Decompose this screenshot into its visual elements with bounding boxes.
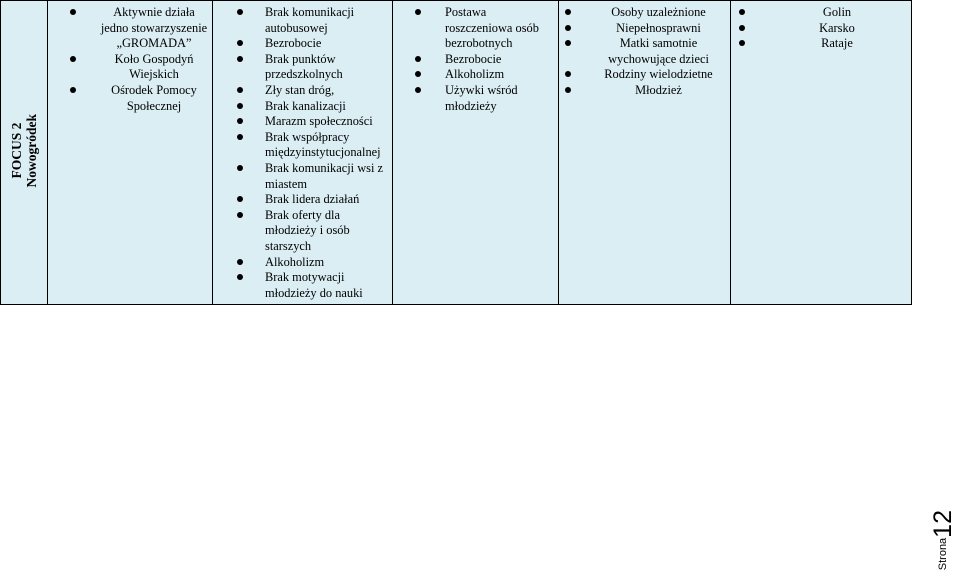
list-item [213, 83, 388, 99]
bullet-icon [70, 56, 76, 62]
risks-cell [393, 1, 559, 305]
bullet-icon [415, 87, 421, 93]
list-item-text: Alkoholizm [445, 67, 505, 82]
list-item [213, 5, 388, 36]
bullet-icon [565, 71, 571, 77]
page-number-value: 12 [929, 509, 957, 538]
bullet-icon [415, 9, 421, 15]
problems-cell [213, 1, 393, 305]
region-line2: Nowogródek [24, 113, 39, 188]
list-item [213, 130, 388, 161]
list-item-text: Brak komunikacji autobusowej [265, 5, 355, 35]
bullet-icon [739, 40, 745, 46]
list-item [559, 5, 726, 21]
list-item-text: Koło Gospodyń Wiejskich [114, 51, 194, 82]
list-item-text: Aktywnie działa jedno stowarzyszenie „GROMADA” [100, 5, 208, 51]
bullet-icon [237, 134, 243, 140]
risks-list [393, 5, 554, 114]
bullet-icon [70, 9, 76, 15]
list-item-text: Używki wśród młodzieży [445, 82, 518, 113]
bullet-icon [237, 87, 243, 93]
bullet-icon [565, 87, 571, 93]
region-cell [1, 1, 48, 305]
bullet-icon [237, 118, 243, 124]
list-item [393, 5, 554, 52]
list-item [48, 52, 208, 83]
bullet-icon [237, 56, 243, 62]
bullet-icon [70, 87, 76, 93]
list-item [48, 83, 208, 114]
list-item [559, 83, 726, 99]
list-item-text: Matki samotnie wychowujące dzieci [608, 36, 709, 66]
list-item-text: Brak motywacji młodzieży do nauki [265, 270, 363, 300]
list-item-text: Brak lidera działań [265, 192, 360, 207]
list-item [213, 52, 388, 83]
list-item [731, 36, 907, 52]
list-item-text: Młodzież [635, 82, 682, 97]
list-item-text: Brak współpracy międzyinstytucjonalnej [265, 129, 381, 160]
groups-cell [559, 1, 731, 305]
focus-table [0, 0, 912, 305]
list-item [393, 52, 554, 68]
list-item-text: Rodziny wielodzietne [604, 67, 713, 82]
list-item [559, 36, 726, 67]
list-item [213, 36, 388, 52]
list-item [393, 83, 554, 114]
organizations-list [48, 5, 208, 114]
list-item [48, 5, 208, 52]
groups-list [559, 5, 726, 99]
list-item-text: Bezrobocie [445, 51, 502, 66]
table-row [1, 1, 912, 305]
bullet-icon [237, 165, 243, 171]
villages-cell [731, 1, 912, 305]
list-item-text: Alkoholizm [265, 254, 325, 269]
list-item-text: Marazm społeczności [265, 114, 373, 129]
problems-list [213, 5, 388, 301]
bullet-icon [237, 196, 243, 202]
list-item [731, 5, 907, 21]
list-item-text: Postawa roszczeniowa osób bezrobotnych [445, 5, 539, 51]
list-item [393, 67, 554, 83]
region-line1: FOCUS 2 [9, 122, 24, 179]
list-item [213, 208, 388, 255]
list-item-text: Rataje [821, 36, 853, 51]
page-label: Strona [937, 537, 949, 570]
bullet-icon [237, 103, 243, 109]
bullet-icon [237, 212, 243, 218]
list-item-text: Brak oferty dla młodzieży i osób starszych [265, 207, 350, 253]
organizations-cell [48, 1, 213, 305]
page-number [929, 510, 958, 570]
bullet-icon [739, 25, 745, 31]
list-item [213, 255, 388, 271]
bullet-icon [415, 56, 421, 62]
list-item-text: Golin [822, 5, 852, 19]
list-item [213, 192, 388, 208]
list-item [213, 270, 388, 301]
bullet-icon [237, 9, 243, 15]
list-item [559, 21, 726, 37]
bullet-icon [739, 9, 745, 15]
list-item-text: Osoby uzależnione [611, 5, 706, 19]
list-item [213, 114, 388, 130]
region-label [9, 114, 39, 188]
list-item-text: Karsko [819, 20, 855, 35]
list-item-text: Zły stan dróg, [265, 82, 335, 97]
list-item [559, 67, 726, 83]
list-item-text: Brak punktów przedszkolnych [265, 51, 343, 82]
list-item-text: Brak kanalizacji [265, 98, 346, 113]
list-item [213, 161, 388, 192]
bullet-icon [237, 40, 243, 46]
list-item-text: Niepełnosprawni [616, 20, 701, 35]
list-item-text: Ośrodek Pomocy Społecznej [111, 82, 197, 113]
bullet-icon [565, 9, 571, 15]
bullet-icon [565, 40, 571, 46]
bullet-icon [565, 25, 571, 31]
villages-list [731, 5, 907, 52]
list-item [731, 21, 907, 37]
list-item [213, 99, 388, 115]
bullet-icon [237, 259, 243, 265]
bullet-icon [415, 71, 421, 77]
list-item-text: Brak komunikacji wsi z miastem [265, 160, 384, 191]
bullet-icon [237, 274, 243, 280]
list-item-text: Bezrobocie [265, 36, 322, 51]
